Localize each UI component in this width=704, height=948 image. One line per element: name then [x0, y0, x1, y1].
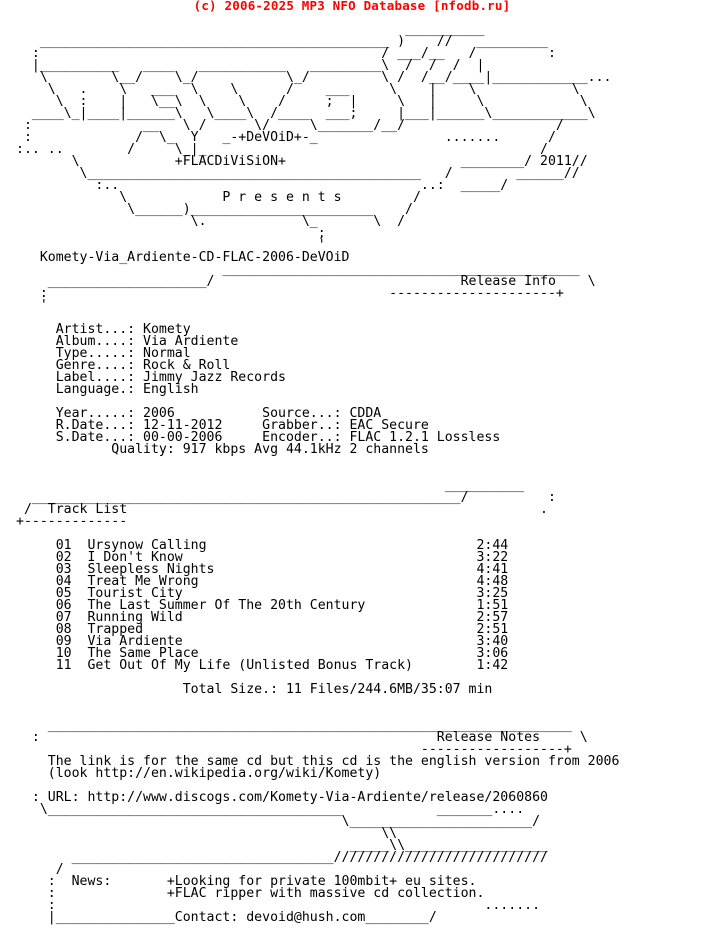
- nfo-ascii-document: __________ ____________________________________________ ) // _________ : / ___/__ / : |__________ ____ ___________ _________\ / / / | \ \__/ \_/ \_/ \ / /__/____|____________... \ . \ ___ \ \ / ___ \ | \ \ \ : | \__\ \ \ / ; | \ | \ \ ____\_|____|______\ \____\ /____ ___; |___|______\____________\ : __ \ / \/ \_______/__/ / : / \_ Y _-+DeVOiD+-_ ....... / :.. .. / \_|_ / \ +FLACDiViSiON+ ________/ 2011// \__________________________________________ / ______// :.. ..: _____/ \ P r e s e n t s / \______)_______________________ / \. \_ \ / ; ' Komety-Via_Ardiente-CD-FLAC-2006-DeVOiD _____________________________________________ ____________________/ Release Info \ : ---------------------+ ' Artist...: Komety Album....: Via Ardiente Type.....: Normal Genre....: Rock & Roll Label....: Jimmy Jazz Records Language.: English Year.....: 2006 Source...: CDDA R.Date...: 12-11-2012 Grabber..: EAC Secure S.Date...: 00-00-2006 Encoder..: FLAC 1.2.1 Lossless Quality: 917 kbps Avg 44.1kHz 2 channels __________ ______________________________________________________/ : / Track List . +------------- 01 Ursynow Calling 2:44 02 I Don't Know 3:22 03 Sleepless Nights 4:41 04 Treat Me Wrong 4:48 05 Tourist City 3:25 06 The Last Summer Of The 20th Century 1:51 07 Running Wild 2:57 08 Trapped 2:51 09 Via Ardiente 3:40 10 The Same Place 3:06 11 Get Out Of My Life (Unlisted Bonus Track) 1:42 Total Size.: 11 Files/244.6MB/35:07 min __________________________________________________________________ : Release Notes \ ------------------+ The link is for the same cd but this cd is the english version from 2006 (look http://en.wikipedia.org/wiki/Komety) : URL: http://www.discogs.com/Komety-Via-Ardiente/release/2060860 \_____________________________________ _______.... \_______________________/ \\ _____\\__________________ _________________________________/////////////////////////// / : News: +Looking for private 100mbit+ eu sites. : +FLAC ripper with massive cd collection. : ....... |_______________Contact: devoid@hush.com________/: [16, 22, 620, 925]
- nfodb-copyright-header: (c) 2006-2025 MP3 NFO Database [nfodb.ru]: [193, 0, 511, 13]
